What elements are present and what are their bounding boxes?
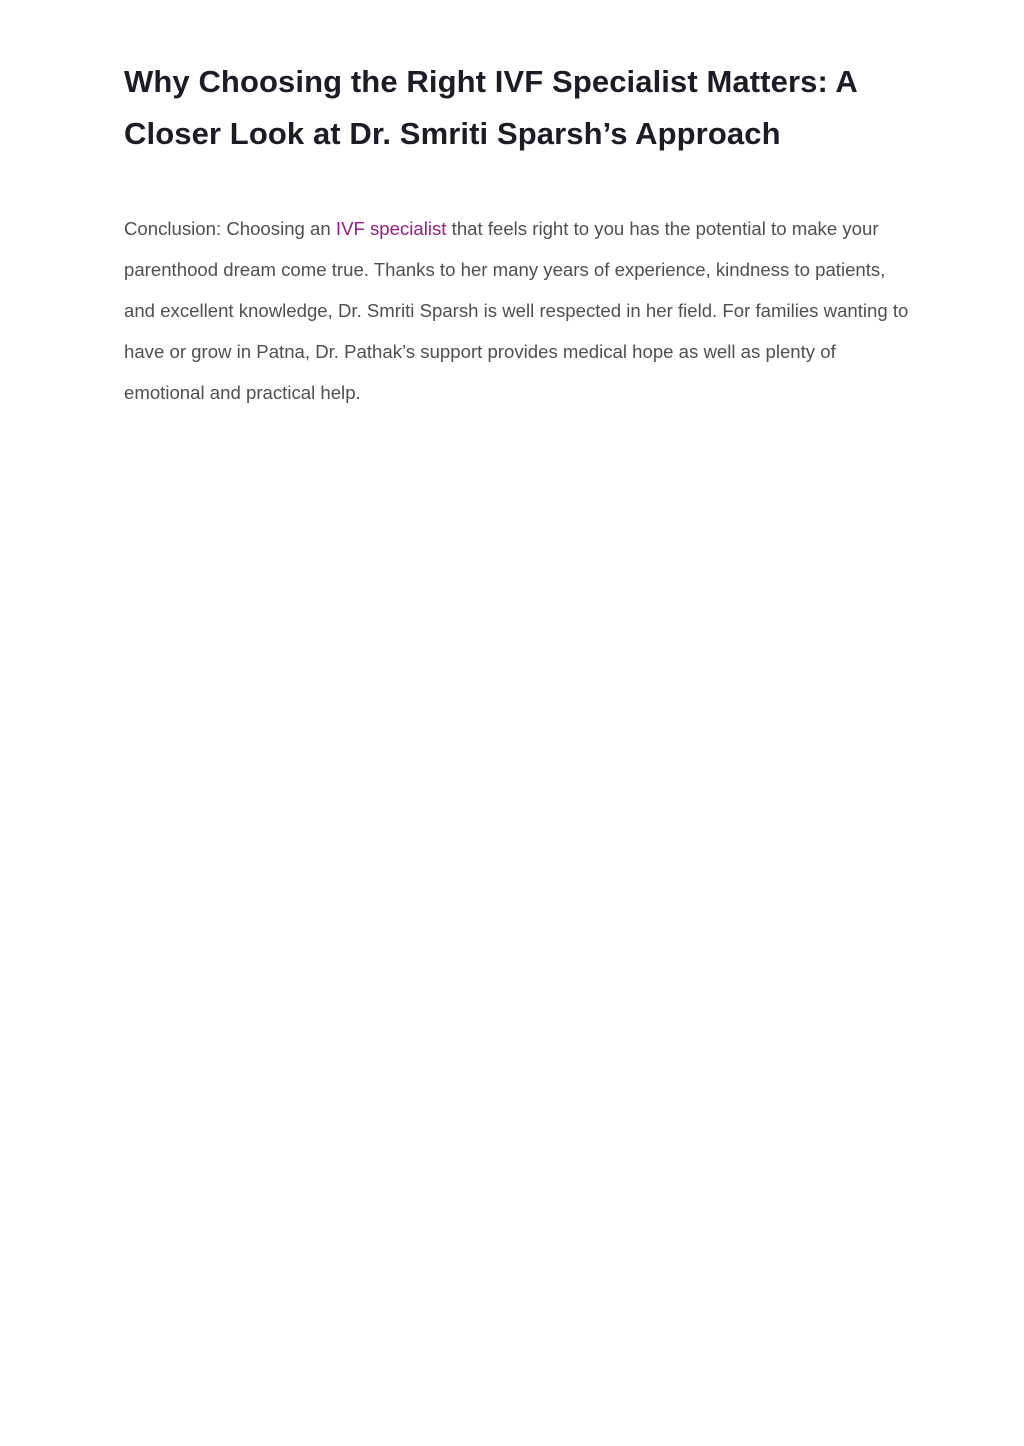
- page-title: Why Choosing the Right IVF Specialist Matters: A Closer Look at Dr. Smriti Sparsh’s Approach: [124, 64, 857, 151]
- conclusion-paragraph: [124, 208, 914, 413]
- paragraph-text-before-link: Conclusion: Choosing an: [124, 218, 336, 239]
- paragraph-text-after-link: that feels right to you has the potential to make your parenthood dream come true. Thanks to her many years of experience, kindness to patients, and excellent knowledge, Dr. Smriti Sparsh is well respected in her field. For families wanting to have or grow in Patna, Dr. Pathak’s support provides medical hope as well as plenty of emotional and practical help.: [124, 218, 909, 403]
- ivf-specialist-link[interactable]: IVF specialist: [335, 218, 447, 239]
